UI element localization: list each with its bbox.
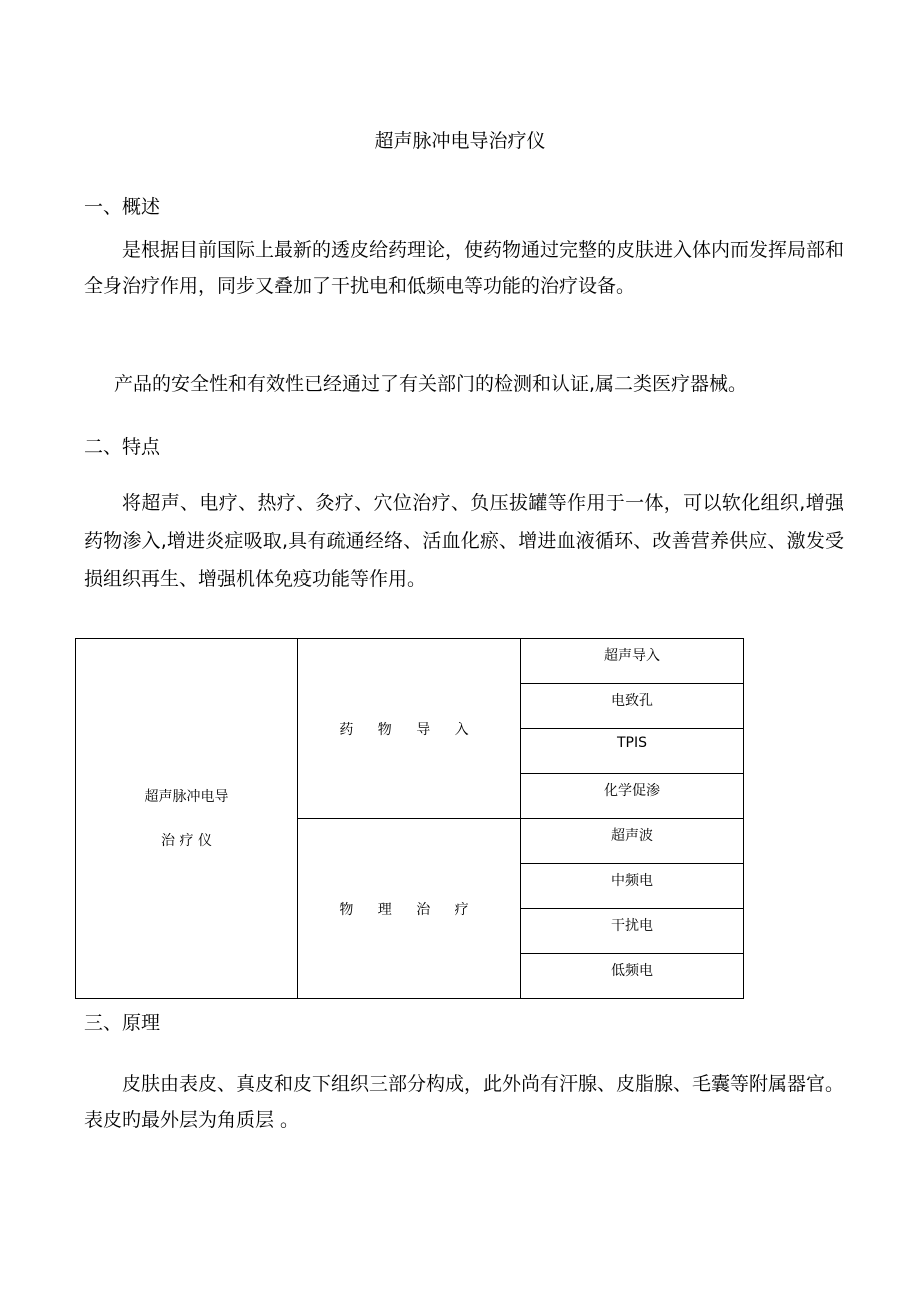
section-heading-principle: 三、原理 [84, 1012, 161, 1034]
table-item-cell: 低频电 [521, 954, 744, 999]
table-item-cell: TPIS [521, 729, 744, 774]
table-item-cell: 超声导入 [521, 639, 744, 684]
overview-paragraph-2: 产品的安全性和有效性已经通过了有关部门的检测和认证,属二类医疗器械。 [114, 373, 748, 395]
device-name-line-2: 治 疗 仪 [161, 832, 212, 849]
table-item-cell: 中频电 [521, 864, 744, 909]
section-heading-overview: 一、概述 [84, 196, 161, 218]
device-function-table [75, 638, 744, 999]
table-item-cell: 电致孔 [521, 684, 744, 729]
principle-paragraph: 皮肤由表皮、真皮和皮下组织三部分构成，此外尚有汗腺、皮脂腺、毛囊等附属器官。表皮旳最外层为角质层 。 [84, 1073, 845, 1131]
group-cell-drug-delivery: 药 物 导 入 [298, 639, 521, 819]
document-title: 超声脉冲电导治疗仪 [374, 130, 546, 152]
table-row [76, 639, 744, 684]
group-cell-physical-therapy: 物 理 治 疗 [298, 819, 521, 999]
overview-paragraph-1: 是根据目前国际上最新的透皮给药理论，使药物通过完整的皮肤进入体内而发挥局部和全身治疗作用，同步又叠加了干扰电和低频电等功能的治疗设备。 [84, 239, 845, 297]
section-heading-features: 二、特点 [84, 436, 161, 458]
table-item-cell: 超声波 [521, 819, 744, 864]
table-item-cell: 化学促渗 [521, 774, 744, 819]
features-paragraph: 将超声、电疗、热疗、灸疗、穴位治疗、负压拔罐等作用于一体，可以软化组织,增强药物渗入,增进炎症吸取,具有疏通经络、活血化瘀、增进血液循环、改善营养供应、激发受损组织再生、增强机体免疫功能等作用。 [84, 492, 844, 590]
device-name-cell [76, 639, 298, 999]
table-item-cell: 干扰电 [521, 909, 744, 954]
device-name-line-1: 超声脉冲电导 [144, 788, 229, 805]
